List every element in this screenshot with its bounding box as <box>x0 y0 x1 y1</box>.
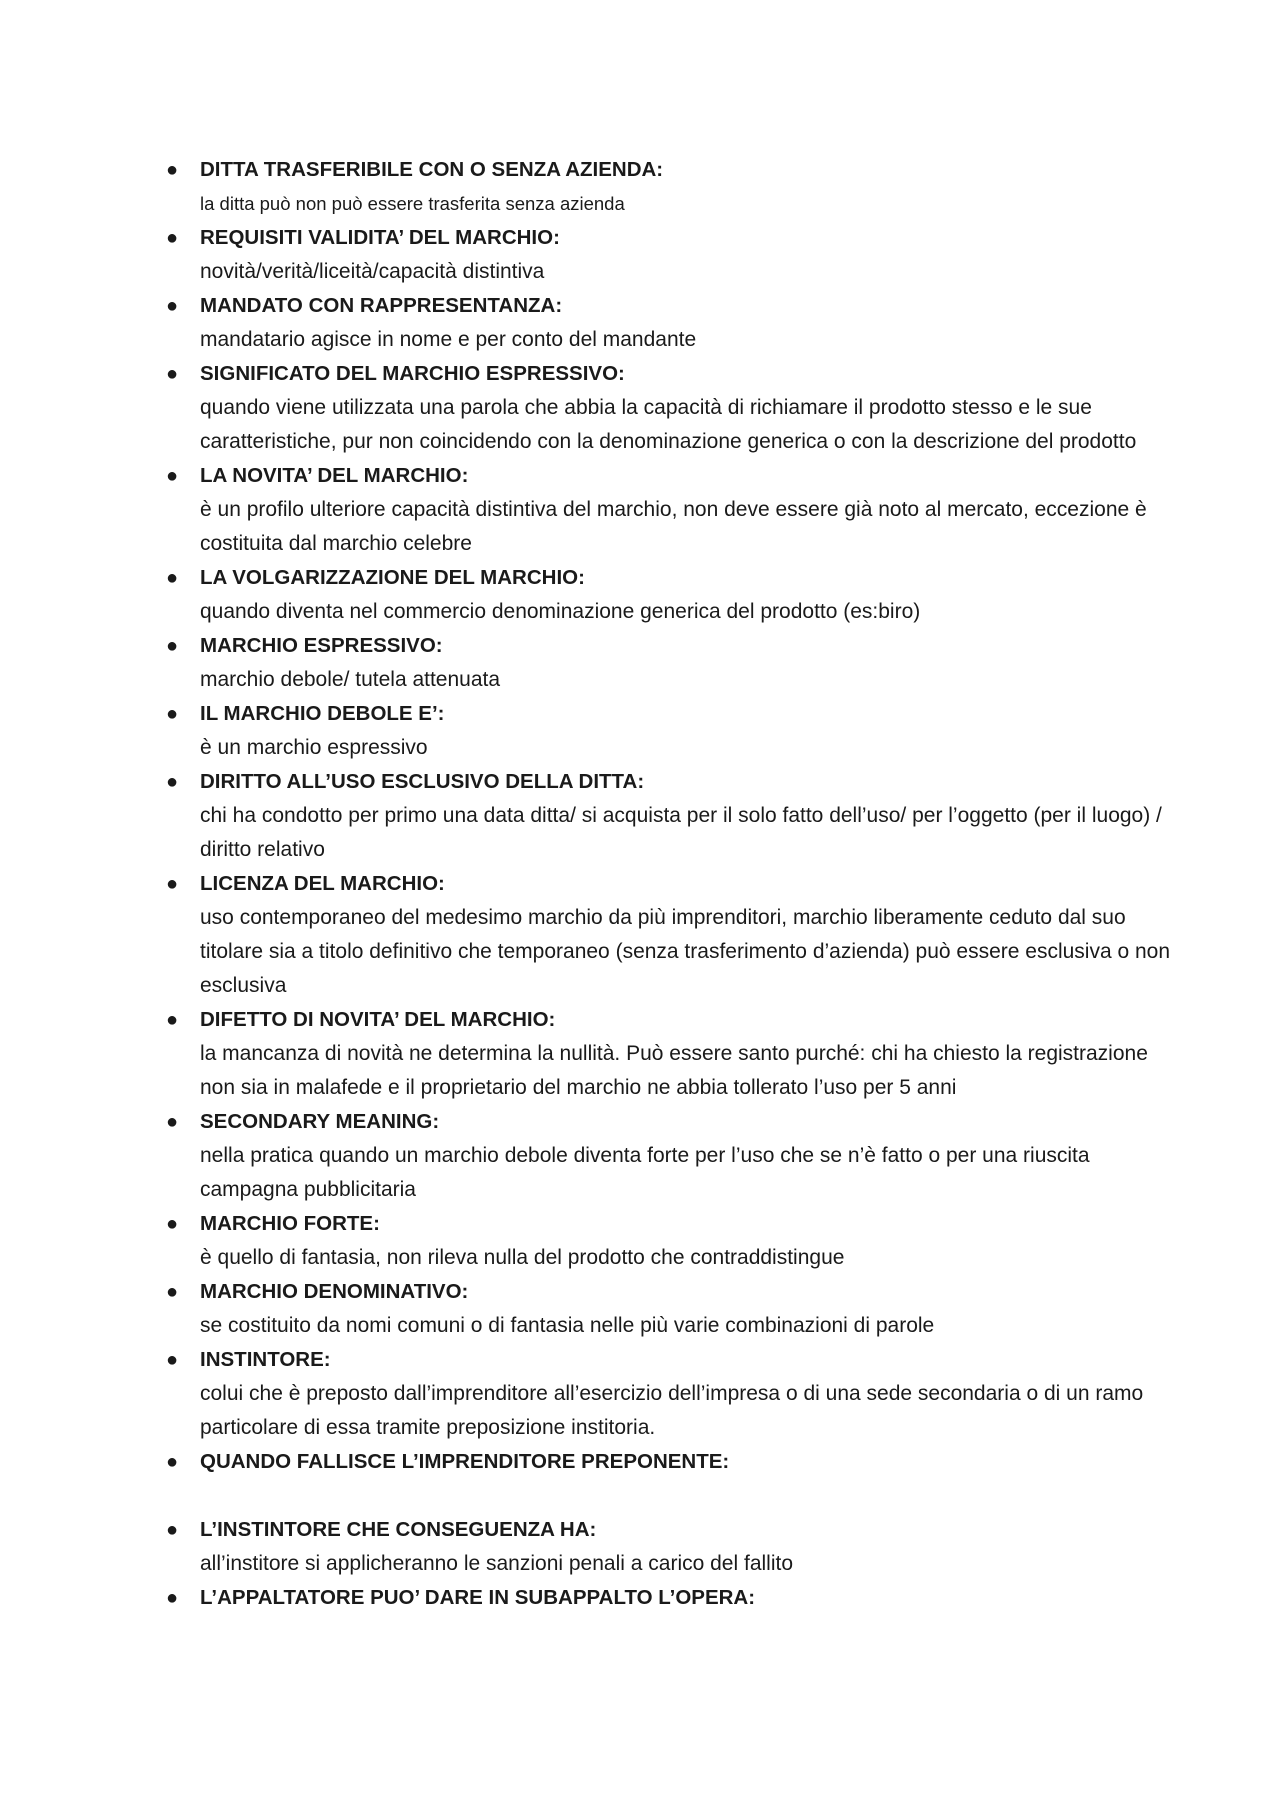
bullet-icon: ● <box>166 295 179 317</box>
answer-text: è un profilo ulteriore capacità distintiva del marchio, non deve essere già noto al mercato, eccezione è costituita dal marchio celebre <box>200 498 1147 555</box>
list-item <box>166 1445 1175 1513</box>
bullet-icon: ● <box>166 1281 179 1303</box>
question-heading: SIGNIFICATO DEL MARCHIO ESPRESSIVO: <box>200 362 625 385</box>
list-item <box>166 765 1175 867</box>
answer-text: novità/verità/liceità/capacità distintiva <box>200 260 545 283</box>
list-item <box>166 697 1175 765</box>
list-item <box>166 1003 1175 1105</box>
list-item <box>166 561 1175 629</box>
bullet-icon: ● <box>166 567 179 589</box>
question-heading: MARCHIO DENOMINATIVO: <box>200 1280 469 1303</box>
bullet-icon: ● <box>166 363 179 385</box>
list-item <box>166 1343 1175 1445</box>
answer-text: chi ha condotto per primo una data ditta/ si acquista per il solo fatto dell’uso/ per l’oggetto (per il luogo) / diritto relativo <box>200 804 1162 861</box>
question-heading: SECONDARY MEANING: <box>200 1110 440 1133</box>
bullet-icon: ● <box>166 1349 179 1371</box>
answer-text: quando viene utilizzata una parola che abbia la capacità di richiamare il prodotto stesso e le sue caratteristiche, pur non coincidendo con la denominazione generica o con la descrizione del prodotto <box>200 396 1137 453</box>
question-heading: MARCHIO ESPRESSIVO: <box>200 634 443 657</box>
list-item <box>166 629 1175 697</box>
question-heading: DIFETTO DI NOVITA’ DEL MARCHIO: <box>200 1008 556 1031</box>
bullet-icon: ● <box>166 159 179 181</box>
bullet-icon: ● <box>166 703 179 725</box>
list-item <box>166 1275 1175 1343</box>
question-heading: LA VOLGARIZZAZIONE DEL MARCHIO: <box>200 566 585 589</box>
list-item <box>166 1207 1175 1275</box>
bullet-icon: ● <box>166 1111 179 1133</box>
list-item <box>166 459 1175 561</box>
answer-text: è quello di fantasia, non rileva nulla del prodotto che contraddistingue <box>200 1246 845 1269</box>
bullet-icon: ● <box>166 873 179 895</box>
question-heading: INSTINTORE: <box>200 1348 331 1371</box>
answer-text <box>200 1479 1175 1513</box>
answer-text: la mancanza di novità ne determina la nullità. Può essere santo purché: chi ha chiesto la registrazione non sia in malafede e il proprietario del marchio ne abbia tollerato l’uso per 5 anni <box>200 1042 1148 1099</box>
list-item <box>166 221 1175 289</box>
question-heading: DIRITTO ALL’USO ESCLUSIVO DELLA DITTA: <box>200 770 645 793</box>
question-heading: MARCHIO FORTE: <box>200 1212 380 1235</box>
answer-text: nella pratica quando un marchio debole diventa forte per l’uso che se n’è fatto o per una riuscita campagna pubblicitaria <box>200 1144 1090 1201</box>
list-item <box>166 153 1175 221</box>
bullet-icon: ● <box>166 465 179 487</box>
list-item <box>166 289 1175 357</box>
list-item <box>166 867 1175 1003</box>
question-heading: REQUISITI VALIDITA’ DEL MARCHIO: <box>200 226 560 249</box>
question-heading: IL MARCHIO DEBOLE E’: <box>200 702 445 725</box>
bullet-icon: ● <box>166 635 179 657</box>
answer-text: è un marchio espressivo <box>200 736 428 759</box>
answer-text: all’institore si applicheranno le sanzioni penali a carico del fallito <box>200 1552 794 1575</box>
bullet-icon: ● <box>166 771 179 793</box>
answer-text: mandatario agisce in nome e per conto del mandante <box>200 328 697 351</box>
answer-text: se costituito da nomi comuni o di fantasia nelle più varie combinazioni di parole <box>200 1314 935 1337</box>
bullet-icon: ● <box>166 1451 179 1473</box>
question-heading: L’INSTINTORE CHE CONSEGUENZA HA: <box>200 1518 597 1541</box>
answer-text: quando diventa nel commercio denominazione generica del prodotto (es:biro) <box>200 600 921 623</box>
list-item <box>166 1105 1175 1207</box>
answer-text: marchio debole/ tutela attenuata <box>200 668 501 691</box>
bullet-icon: ● <box>166 227 179 249</box>
question-heading: MANDATO CON RAPPRESENTANZA: <box>200 294 563 317</box>
question-heading: L’APPALTATORE PUO’ DARE IN SUBAPPALTO L’OPERA: <box>200 1586 756 1609</box>
bullet-icon: ● <box>166 1213 179 1235</box>
list-item <box>166 1513 1175 1581</box>
qa-list <box>166 153 1175 1615</box>
question-heading: DITTA TRASFERIBILE CON O SENZA AZIENDA: <box>200 158 664 181</box>
question-heading: QUANDO FALLISCE L’IMPRENDITORE PREPONENTE: <box>200 1450 730 1473</box>
bullet-icon: ● <box>166 1587 179 1609</box>
answer-text: uso contemporaneo del medesimo marchio da più imprenditori, marchio liberamente ceduto dal suo titolare sia a titolo definitivo che temporaneo (senza trasferimento d’azienda) può essere esclusiva o non esclusiva <box>200 906 1171 997</box>
bullet-icon: ● <box>166 1519 179 1541</box>
question-heading: LA NOVITA’ DEL MARCHIO: <box>200 464 469 487</box>
list-item <box>166 357 1175 459</box>
answer-text: la ditta può non può essere trasferita senza azienda <box>200 193 625 214</box>
list-item <box>166 1581 1175 1615</box>
question-heading: LICENZA DEL MARCHIO: <box>200 872 445 895</box>
bullet-icon: ● <box>166 1009 179 1031</box>
answer-text: colui che è preposto dall’imprenditore all’esercizio dell’impresa o di una sede secondaria o di un ramo particolare di essa tramite preposizione institoria. <box>200 1382 1144 1439</box>
